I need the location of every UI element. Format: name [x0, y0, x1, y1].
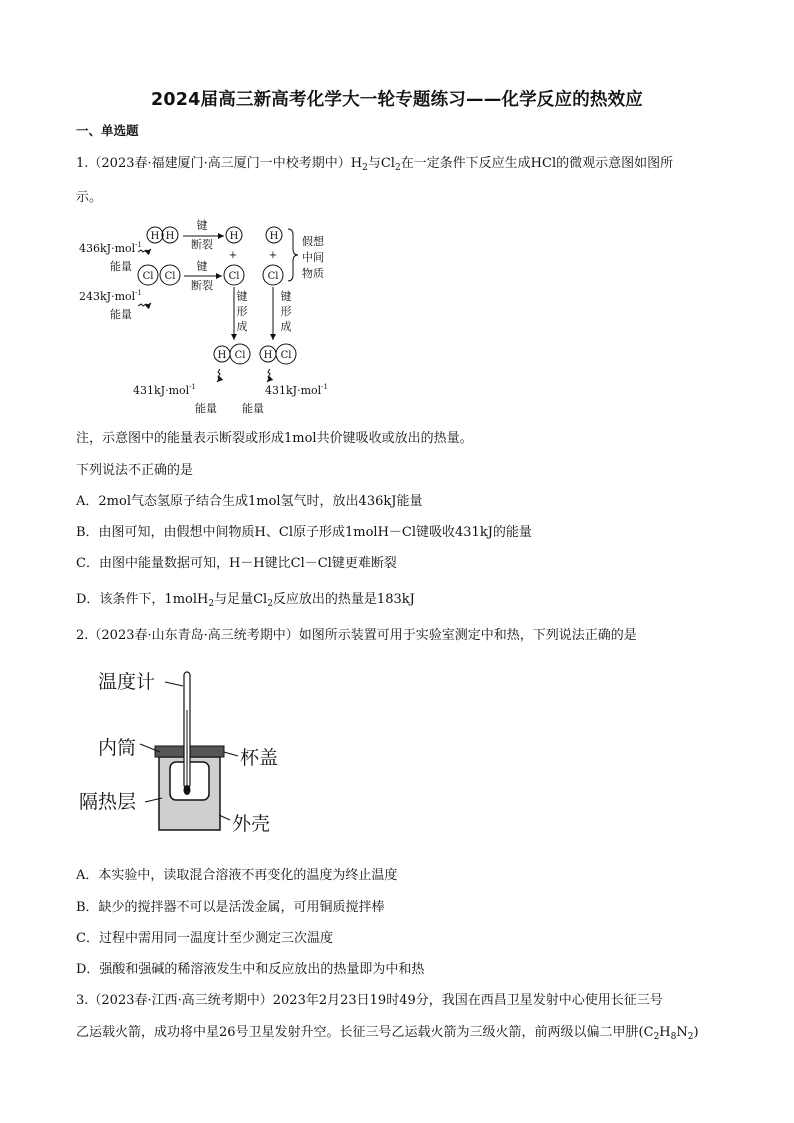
svg-text:断裂: 断裂: [191, 279, 213, 292]
svg-text:Cl: Cl: [267, 271, 279, 282]
q1-option-d: D．该条件下，1molH$_2$与足量$Cl_2$反应放出的热量是183kJ: [76, 592, 415, 609]
q1-stem-line2: 示。: [76, 190, 103, 205]
svg-text:H: H: [263, 350, 273, 361]
label-insulation: 隔热层: [79, 791, 137, 813]
q1-bond-energy-diagram: [0, 0, 794, 420]
q2-option-b: B．缺少的搅拌器不可以是活泼金属，可用铜质搅拌棒: [76, 900, 385, 915]
svg-text:能量: 能量: [110, 260, 132, 273]
q2-option-c: C．过程中需用同一温度计至少测定三次温度: [76, 931, 333, 946]
energy-arrow-hcl1: [217, 369, 220, 382]
svg-text:243kJ·mol-1: 243kJ·mol$^{-1}$: [79, 289, 142, 303]
svg-text:H: H: [165, 231, 175, 242]
svg-text:键: 键: [196, 219, 208, 232]
svg-text:431kJ·mol-1: 431kJ·mol$^{-1}$: [133, 383, 196, 397]
label-thermometer: 温度计: [98, 671, 156, 693]
q1-option-c: C．由图中能量数据可知，H－H键比Cl－Cl键更难断裂: [76, 556, 397, 571]
svg-text:能量: 能量: [195, 402, 217, 415]
svg-text:物质: 物质: [302, 267, 324, 280]
q2-stem: 2.（2023春·山东青岛·高三统考期中）如图所示装置可用于实验室测定中和热，下列说法正确的是: [76, 628, 637, 643]
svg-text:436kJ·mol-1: 436kJ·mol$^{-1}$: [79, 241, 142, 255]
svg-text:+: +: [268, 250, 278, 261]
q3-stem-line2: 乙运载火箭，成功将中星26号卫星发射升空。长征三号乙运载火箭为三级火箭，前两级以偏二甲肼$(C_2H_8N_2)$: [76, 1025, 699, 1042]
energy-arrow-cl2: [138, 303, 151, 306]
energy-arrow-hcl2: [267, 369, 270, 382]
q2-option-a: A．本实验中，读取混合溶液不再变化的温度为终止温度: [76, 868, 398, 883]
svg-text:Cl: Cl: [228, 271, 240, 282]
q3-stem-line1: 3.（2023春·江西·高三统考期中）2023年2月23日19时49分，我国在西昌卫星发射中心使用长征三号: [76, 993, 663, 1008]
label-inner-cup: 内筒: [98, 737, 137, 759]
svg-text:H: H: [217, 350, 227, 361]
svg-text:成: 成: [280, 320, 292, 333]
svg-text:中间: 中间: [302, 251, 324, 264]
calorimeter-diagram: [0, 650, 340, 850]
thermometer-bulb: [184, 785, 191, 795]
svg-text:键: 键: [280, 290, 292, 303]
q1-option-a: A．2mol气态氢原子结合生成1mol氢气时，放出436kJ能量: [76, 494, 423, 509]
svg-text:H: H: [229, 231, 239, 242]
svg-text:Cl: Cl: [280, 350, 292, 361]
label-lid: 杯盖: [240, 747, 279, 769]
label-shell: 外壳: [232, 813, 271, 835]
svg-text:键: 键: [196, 260, 208, 273]
svg-text:+: +: [228, 250, 238, 261]
svg-text:Cl: Cl: [142, 271, 154, 282]
svg-text:能量: 能量: [110, 308, 132, 321]
svg-text:Cl: Cl: [164, 271, 176, 282]
svg-text:形: 形: [236, 305, 248, 318]
q1-stem-line1: 1.（2023春·福建厦门·高三厦门一中校考期中）$H_2$与$Cl_2$在一定条件下反应生成HCl的微观示意图如图所: [76, 156, 674, 173]
svg-text:成: 成: [236, 320, 248, 333]
svg-text:H: H: [150, 231, 160, 242]
section-heading: 一、单选题: [76, 123, 139, 138]
q1-question: 下列说法不正确的是: [76, 463, 194, 478]
energy-arrow-h2: [138, 249, 151, 252]
page-title: 2024届高三新高考化学大一轮专题练习——化学反应的热效应: [150, 90, 643, 110]
svg-text:431kJ·mol-1: 431kJ·mol$^{-1}$: [265, 383, 328, 397]
svg-text:能量: 能量: [242, 402, 264, 415]
svg-text:H: H: [269, 231, 279, 242]
q1-note: 注，示意图中的能量表示断裂或形成1mol共价键吸收或放出的热量。: [76, 431, 473, 446]
q1-option-b: B．由图可知，由假想中间物质H、Cl原子形成1molH－Cl键吸收431kJ的能量: [76, 525, 532, 540]
svg-text:键: 键: [236, 290, 248, 303]
svg-text:Cl: Cl: [234, 350, 246, 361]
svg-text:假想: 假想: [302, 235, 324, 248]
q2-option-d: D．强酸和强碱的稀溶液发生中和反应放出的热量即为中和热: [76, 962, 425, 977]
brace: [288, 229, 298, 281]
svg-text:形: 形: [280, 305, 292, 318]
svg-text:断裂: 断裂: [191, 238, 213, 251]
